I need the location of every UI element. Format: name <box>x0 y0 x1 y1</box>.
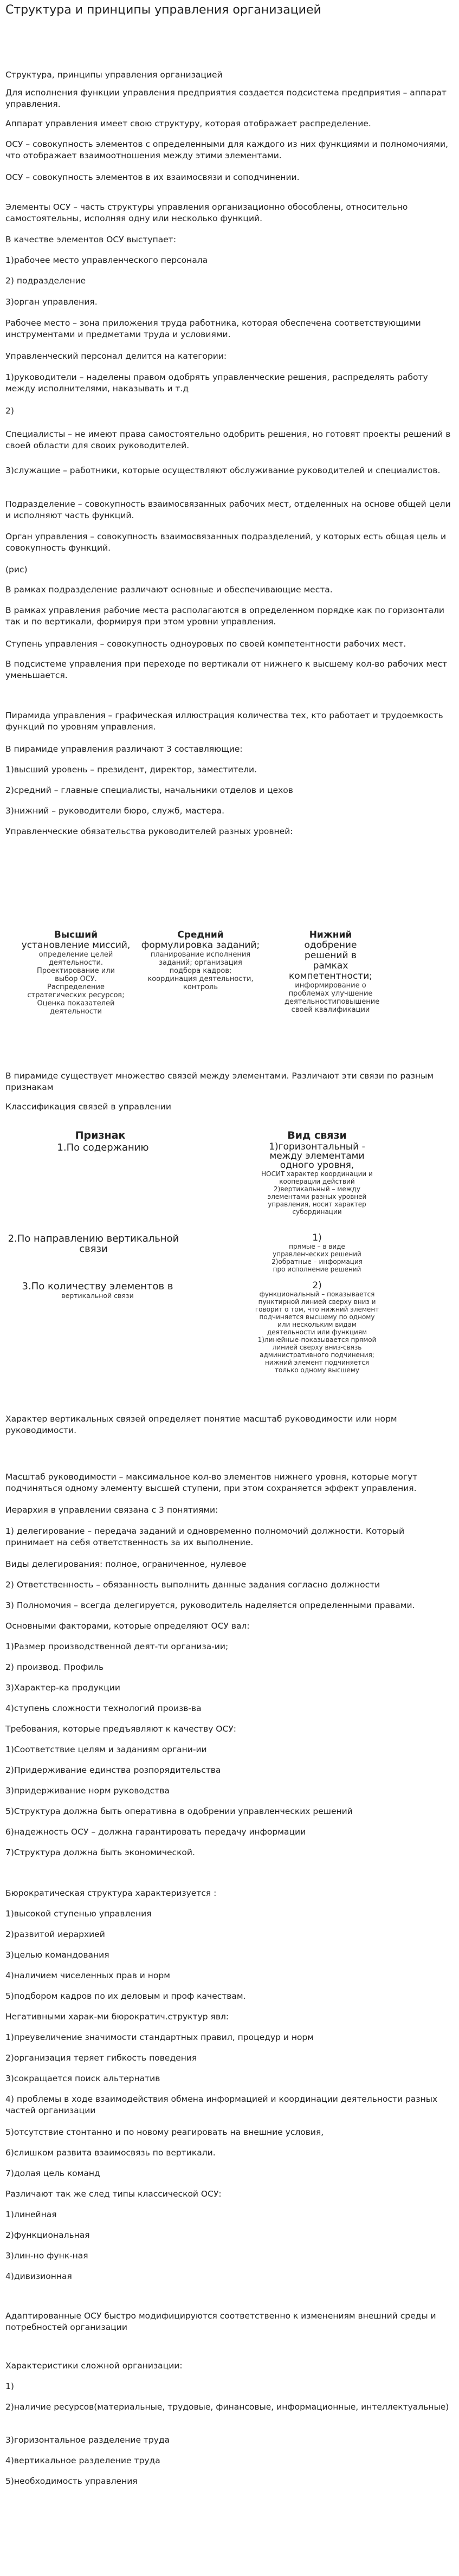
paragraph: В качестве элементов ОСУ выступает: <box>5 235 177 244</box>
list-item: 1)Соответствие целям и заданиям органи-ии <box>5 1745 207 1754</box>
paragraph: В рамках подразделение различают основные и обеспечивающие места. <box>5 585 333 595</box>
level-main: формулировка заданий; <box>141 940 260 951</box>
list-item: 3)придерживание норм руководства <box>5 1786 170 1796</box>
paragraph: Подразделение – совокупность взаимосвязанных рабочих мест, отделенных на основе общей цели и исполняют часть функций. <box>5 499 451 520</box>
table-row-kind: 2) функциональный – показывается пунктирной линией сверху вниз и говорит о том, что нижний элемент подчиняется высшему по одному или нескольким видам деятельности или функциям 1)линейные-показывается прямой линией сверху вниз-связь административного подчинения; нижний элемент подчиняется только одному высшему <box>255 1280 379 1374</box>
paragraph: Различают так же след типы классической ОСУ: <box>5 2189 222 2199</box>
paragraph: Иерархия в управлении связана с 3 понятиями: <box>5 1505 218 1515</box>
list-item: 2)функциональная <box>5 2230 90 2240</box>
list-item: 4)дивизионная <box>5 2271 72 2281</box>
paragraph: В пирамиде существует множество связей между элементами. Различают эти связи по разным признакам <box>5 1071 434 1092</box>
paragraph: Классификация связей в управлении <box>5 1102 171 1112</box>
list-item: 3) Полномочия – всегда делегируется, руководитель наделяется определенными правами. <box>5 1600 415 1610</box>
paragraph: Аппарат управления имеет свою структуру, которая отображает распределение. <box>5 119 371 128</box>
table-row-kind: 1) прямые – в виде управленческих решений 2)обратные – информация про исполнение решений <box>271 1232 363 1273</box>
paragraph: Для исполнения функции управления предприятия создается подсистема предприятия – аппарат управления. <box>5 88 447 109</box>
paragraph: В подсистеме управления при переходе по вертикали от нижнего к высшему кол-во рабочих мест уменьшается. <box>5 659 448 680</box>
list-item: 6)надежность ОСУ – должна гарантировать передачу информации <box>5 1827 306 1837</box>
paragraph: Структура, принципы управления организацией <box>5 70 223 80</box>
paragraph: Требования, которые предъявляют к качеству ОСУ: <box>5 1724 236 1734</box>
paragraph: (рис) <box>5 565 28 574</box>
level-sub: планирование исполнения заданий; организация подбора кадров; координация деятельности, контроль <box>147 951 254 991</box>
column-header-feature: Признак <box>75 1129 126 1141</box>
list-item: 4)наличием чиселенных прав и норм <box>5 1971 170 1980</box>
level-sub: определение целей деятельности. Проектирование или выбор ОСУ. Распределение стратегических ресурсов; Оценка показателей деятельности <box>27 951 125 1016</box>
list-item: 1)высший уровень – президент, директор, заместители. <box>5 765 257 774</box>
paragraph: ОСУ – совокупность элементов с определенными для каждого из них функциями и полномочиями, что отображает взаимоотношения между этими элементами. <box>5 139 448 160</box>
level-middle <box>125 929 276 991</box>
list-item: 3)служащие – работники, которые осуществляют обслуживание руководителей и специалистов. <box>5 466 441 475</box>
table-row-feature: 2.По направлению вертикальной связи <box>8 1233 179 1255</box>
level-bottom <box>255 929 406 1014</box>
paragraph: Виды делегирования: полное, ограниченное, нулевое <box>5 1559 247 1569</box>
paragraph: Негативными харак-ми бюрократич.структур явл: <box>5 2012 229 2022</box>
list-item: 1)преувеличение значимости стандартных правил, процедур и норм <box>5 2032 314 2042</box>
list-item: 2)развитой иерархией <box>5 1929 105 1939</box>
paragraph: Пирамида управления – графическая иллюстрация количества тех, кто работает и трудоемкость функций по уровням управления. <box>5 711 443 732</box>
paragraph: Рабочее место – зона приложения труда работника, которая обеспечена соответствующими инструментами и предметами труда и условиями. <box>5 318 421 339</box>
list-item: 2)Придерживание единства розпорядительства <box>5 1765 221 1775</box>
list-item: 7)долая цель команд <box>5 2168 100 2178</box>
paragraph: ОСУ – совокупность элементов в их взаимосвязи и соподчинении. <box>5 172 300 182</box>
level-heading: Средний <box>177 929 224 940</box>
list-item: 2)средний – главные специалисты, начальники отделов и цехов <box>5 785 293 795</box>
level-heading: Нижний <box>309 929 352 940</box>
list-item: 5)необходимость управления <box>5 2476 138 2486</box>
paragraph: Управленческие обязательства руководителей разных уровней: <box>5 827 293 836</box>
paragraph: Элементы ОСУ – часть структуры управления организационно обособлены, относительно самостоятельны, исполняя одну или несколько функций. <box>5 202 408 223</box>
paragraph: Орган управления – совокупность взаимосвязанных подразделений, у которых есть общая цель и совокупность функций. <box>5 532 447 553</box>
list-item: 5)подбором кадров по их деловым и проф качествам. <box>5 1991 246 2001</box>
list-item: 4)вертикальное разделение труда <box>5 2456 160 2465</box>
list-item: 1) делегирование – передача заданий и одновременно полномочий должности. Который принимает на себя ответственность за их выполнение. <box>5 1526 405 1547</box>
list-item: 1)высокой ступенью управления <box>5 1909 152 1919</box>
paragraph: Бюрократическая структура характеризуется : <box>5 1888 217 1898</box>
list-item: 2) Ответственность – обязанность выполнить данные задания согласно должности <box>5 1580 380 1590</box>
table-row-feature: 1.По содержанию <box>57 1142 149 1153</box>
list-item: 1)линейная <box>5 2210 57 2219</box>
list-item: 7)Структура должна быть экономической. <box>5 1848 195 1857</box>
list-item: 1)Размер производственной деят-ти организа-ии; <box>5 1642 229 1651</box>
level-main: одобрение решений в рамках компетентности; <box>289 940 372 982</box>
page-title: Структура и принципы управления организацией <box>5 3 321 17</box>
list-item: 3)горизонтальное разделение труда <box>5 2435 170 2445</box>
level-heading: Высший <box>54 929 98 940</box>
list-item: 2)наличие ресурсов(материальные, трудовые, финансовые, информационные, интеллектуальные) <box>5 2402 449 2412</box>
table-row-kind: 1)горизонтальный - между элементами одного уровня, НОСИТ характер координации и кооперации действий 2)вертикальный – между элементами разных уровней управления, носит характер субординации <box>261 1141 373 1216</box>
paragraph: Ступень управления – совокупность одноуровых по своей компетентности рабочих мест. <box>5 639 406 649</box>
list-item: 2) подразделение <box>5 276 86 286</box>
paragraph: Характер вертикальных связей определяет понятие масштаб руководимости или норм руководимости. <box>5 1414 397 1435</box>
table-row-feature: 3.По количеству элементов в вертикальной связи <box>22 1281 173 1300</box>
level-sub: информирование о проблемах улучшение деятельностиповышение своей квалификации <box>285 982 380 1014</box>
list-item: 6)слишком развита взаимосвязь по вертикали. <box>5 2148 216 2158</box>
paragraph: Масштаб руководимости – максимальное кол-во элементов нижнего уровня, которые могут подчиняться одному элементу высшей ступени, при этом сохраняется эффект управления. <box>5 1472 418 1493</box>
paragraph: Адаптированные ОСУ быстро модифицируются соответственно к изменениям внешний среды и потребностей организации <box>5 2311 436 2332</box>
list-item: 1)рабочее место управленческого персонала <box>5 255 208 265</box>
paragraph: Основными факторами, которые определяют ОСУ вал: <box>5 1621 250 1631</box>
list-item: 5)отсутствие стонтанно и по новому реагировать на внешние условия, <box>5 2127 324 2137</box>
list-item: 3)целью командования <box>5 1950 109 1960</box>
links-classification-table <box>0 1123 459 1405</box>
list-item: 5)Структура должна быть оперативна в одобрении управленческих решений <box>5 1806 353 1816</box>
list-item: 3)Характер-ка продукции <box>5 1683 120 1693</box>
list-item: 2) производ. Профиль <box>5 1662 104 1672</box>
list-item: 2)организация теряет гибкость поведения <box>5 2053 197 2063</box>
list-item: 3)лин-но функ-ная <box>5 2251 88 2261</box>
paragraph: Управленческий персонал делится на категории: <box>5 351 227 361</box>
list-item: 4) проблемы в ходе взаимодействия обмена информацией и координации деятельности разных частей организации <box>5 2094 438 2115</box>
level-main: установление миссий, <box>21 940 131 951</box>
list-item: 4)ступень сложности технологий произв-ва <box>5 1703 202 1713</box>
list-item: 1) <box>5 2381 14 2391</box>
list-item: 2) <box>5 406 14 416</box>
paragraph: В пирамиде управления различают 3 составляющие: <box>5 744 243 754</box>
paragraph: В рамках управления рабочие места располагаются в определенном порядке как по горизонтали так и по вертикали, формируя при этом уровни управления. <box>5 605 444 627</box>
paragraph: Характеристики сложной организации: <box>5 2361 183 2371</box>
list-item: 3)сокращается поиск альтернатив <box>5 2074 160 2083</box>
list-item: 1)руководители – наделены правом одобрять управленческие решения, распределять работу между исполнителями, наказывать и т.д <box>5 372 428 393</box>
list-item: 3)орган управления. <box>5 297 98 307</box>
paragraph: Специалисты – не имеют права самостоятельно одобрить решения, но готовят проекты решений в своей области для своих руководителей. <box>5 429 451 450</box>
column-header-kind: Вид связи <box>287 1129 347 1141</box>
list-item: 3)нижний – руководители бюро, служб, мастера. <box>5 806 225 816</box>
